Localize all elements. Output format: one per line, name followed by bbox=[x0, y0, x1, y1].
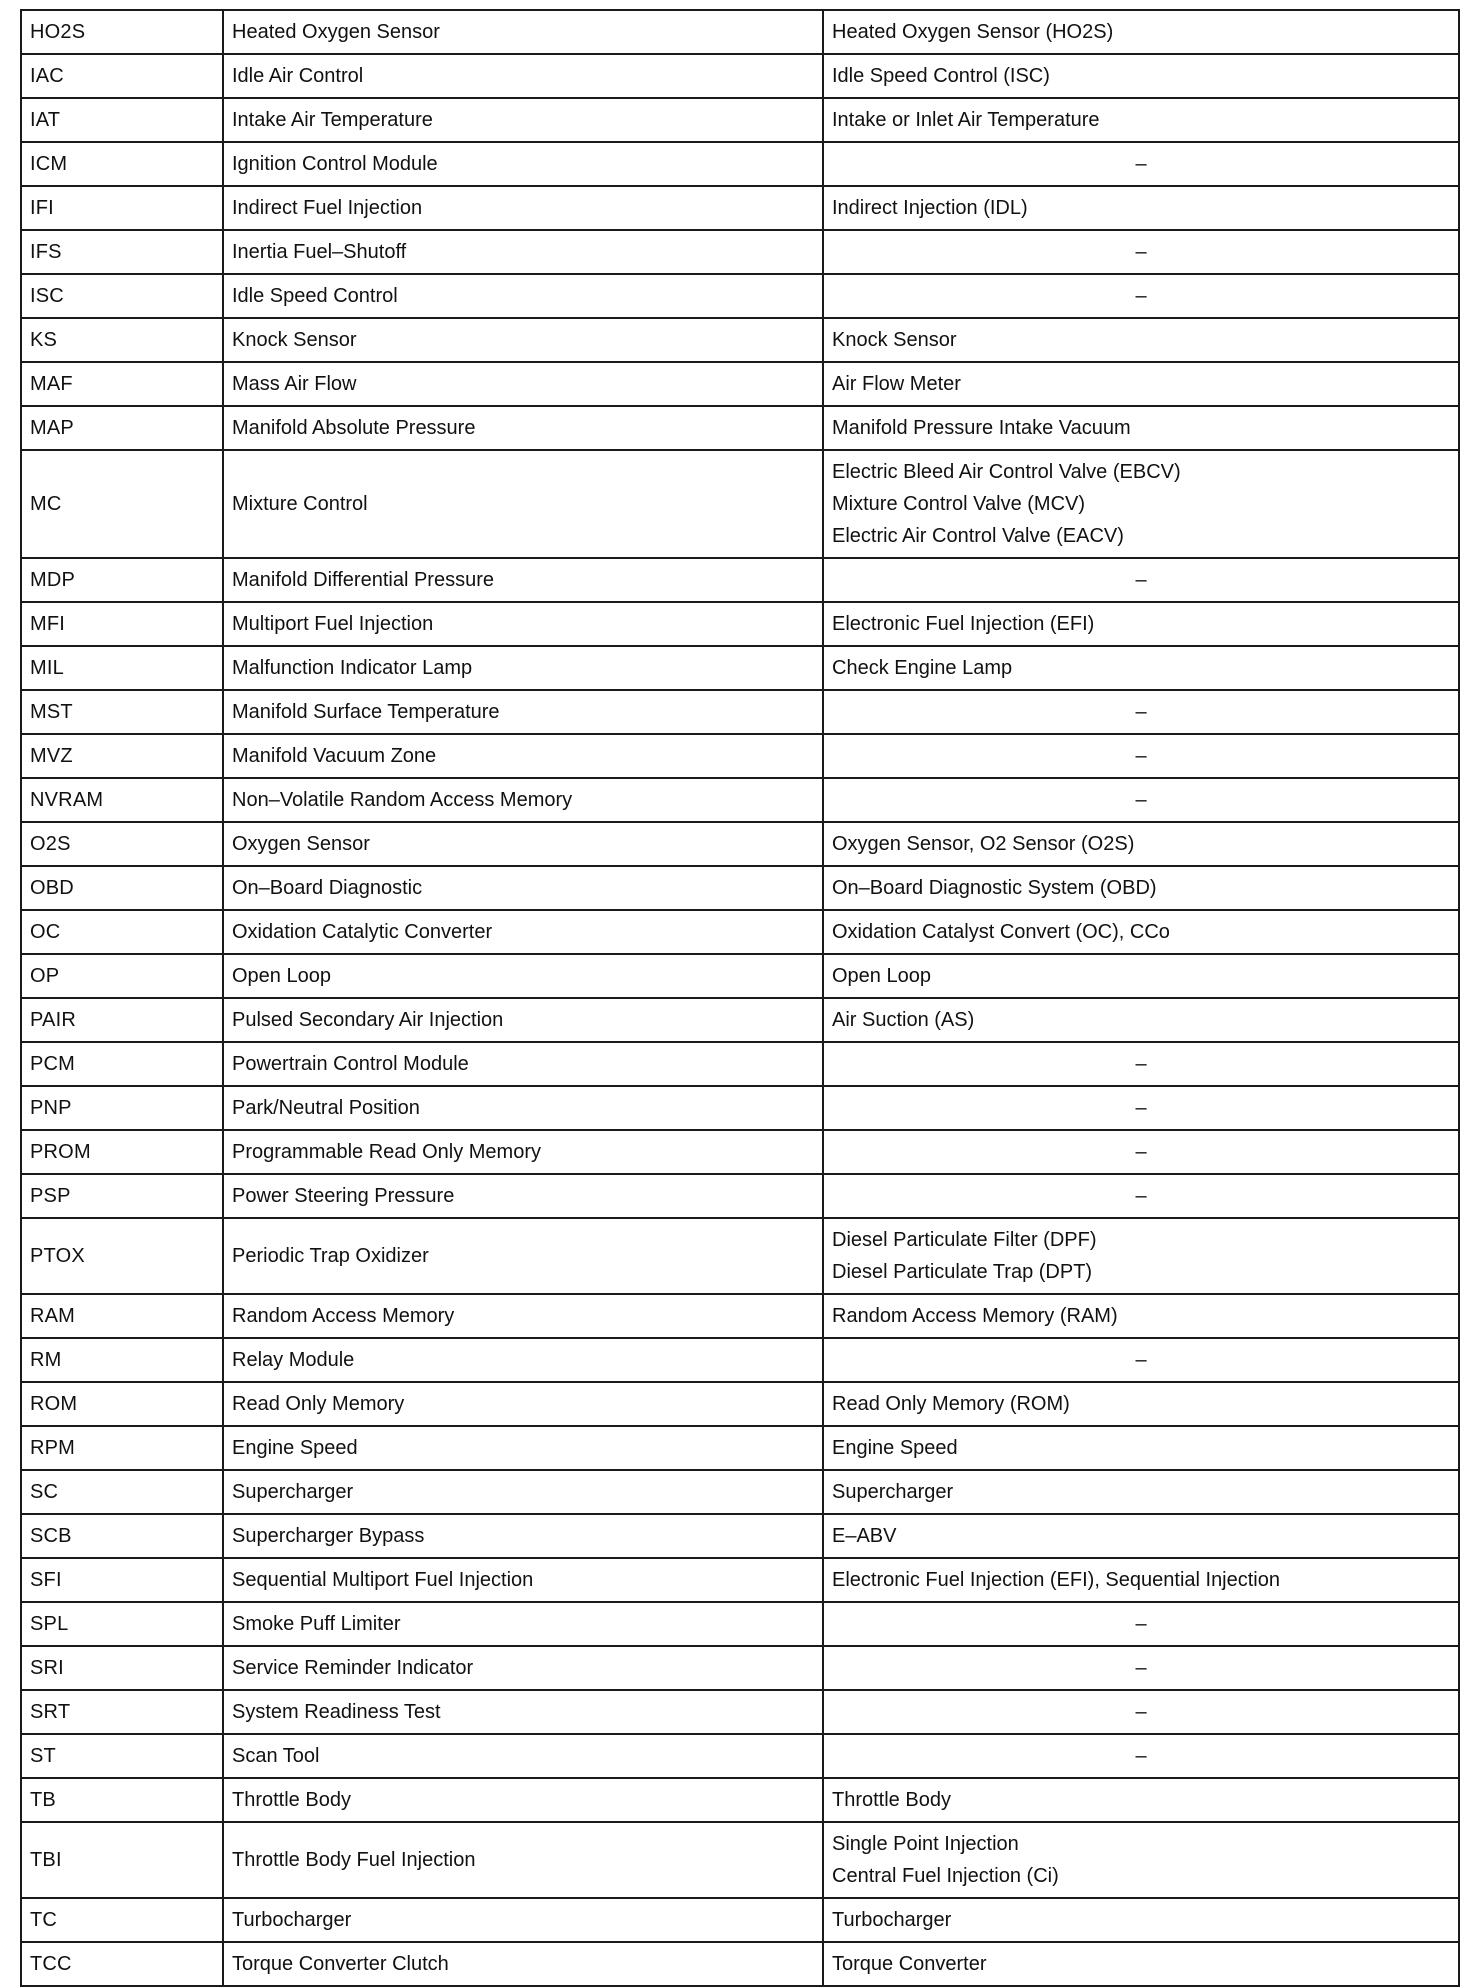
table-row bbox=[21, 998, 1459, 1042]
table-row bbox=[21, 230, 1459, 274]
equivalent-term-line: – bbox=[1135, 1657, 1147, 1679]
abbreviation-cell: IFS bbox=[21, 230, 223, 274]
table-row bbox=[21, 822, 1459, 866]
table-row bbox=[21, 1382, 1459, 1426]
term-cell: Manifold Absolute Pressure bbox=[223, 406, 823, 450]
equivalent-term-cell bbox=[823, 362, 1459, 406]
equivalent-term-cell bbox=[823, 98, 1459, 142]
equivalent-term-cell bbox=[823, 602, 1459, 646]
abbreviation-cell: OP bbox=[21, 954, 223, 998]
term-cell: Heated Oxygen Sensor bbox=[223, 10, 823, 54]
term-cell: Supercharger bbox=[223, 1470, 823, 1514]
abbreviation-cell: O2S bbox=[21, 822, 223, 866]
equivalent-term-line: Central Fuel Injection (Ci) bbox=[832, 1865, 1059, 1887]
table-row bbox=[21, 910, 1459, 954]
table-row bbox=[21, 646, 1459, 690]
equivalent-term-line: – bbox=[1135, 701, 1147, 723]
equivalent-term-line: On–Board Diagnostic System (OBD) bbox=[832, 877, 1157, 899]
equivalent-term-line: Check Engine Lamp bbox=[832, 657, 1013, 679]
equivalent-term-line: Electric Bleed Air Control Valve (EBCV) bbox=[832, 461, 1181, 483]
abbreviation-cell: KS bbox=[21, 318, 223, 362]
term-cell: Supercharger Bypass bbox=[223, 1514, 823, 1558]
equivalent-term-line: Oxygen Sensor, O2 Sensor (O2S) bbox=[832, 833, 1135, 855]
abbreviation-cell: SCB bbox=[21, 1514, 223, 1558]
term-cell: Mass Air Flow bbox=[223, 362, 823, 406]
abbreviation-cell: OBD bbox=[21, 866, 223, 910]
abbreviation-table-container bbox=[20, 9, 1458, 1987]
equivalent-term-line: – bbox=[1135, 1745, 1147, 1767]
abbreviation-cell: SC bbox=[21, 1470, 223, 1514]
abbreviation-cell: IAT bbox=[21, 98, 223, 142]
term-cell: Engine Speed bbox=[223, 1426, 823, 1470]
equivalent-term-cell bbox=[823, 186, 1459, 230]
term-cell: Random Access Memory bbox=[223, 1294, 823, 1338]
equivalent-term-cell bbox=[823, 1174, 1459, 1218]
abbreviation-cell: MC bbox=[21, 450, 223, 558]
term-cell: Idle Air Control bbox=[223, 54, 823, 98]
abbreviation-cell: MAP bbox=[21, 406, 223, 450]
equivalent-term-cell bbox=[823, 1338, 1459, 1382]
table-row bbox=[21, 1898, 1459, 1942]
equivalent-term-cell bbox=[823, 1942, 1459, 1986]
table-row bbox=[21, 1130, 1459, 1174]
table-row bbox=[21, 54, 1459, 98]
equivalent-term-cell bbox=[823, 450, 1459, 558]
term-cell: Manifold Surface Temperature bbox=[223, 690, 823, 734]
abbreviation-cell: ST bbox=[21, 1734, 223, 1778]
abbreviation-cell: OC bbox=[21, 910, 223, 954]
term-cell: Malfunction Indicator Lamp bbox=[223, 646, 823, 690]
term-cell: Read Only Memory bbox=[223, 1382, 823, 1426]
abbreviation-cell: MVZ bbox=[21, 734, 223, 778]
equivalent-term-line: – bbox=[1135, 285, 1147, 307]
equivalent-term-cell bbox=[823, 558, 1459, 602]
equivalent-term-line: Electronic Fuel Injection (EFI), Sequential Injection bbox=[832, 1569, 1280, 1591]
equivalent-term-cell bbox=[823, 1558, 1459, 1602]
table-row bbox=[21, 406, 1459, 450]
abbreviation-cell: PROM bbox=[21, 1130, 223, 1174]
table-row bbox=[21, 1734, 1459, 1778]
equivalent-term-cell bbox=[823, 54, 1459, 98]
term-cell: Throttle Body Fuel Injection bbox=[223, 1822, 823, 1898]
equivalent-term-cell bbox=[823, 1734, 1459, 1778]
table-row bbox=[21, 1646, 1459, 1690]
equivalent-term-cell bbox=[823, 690, 1459, 734]
equivalent-term-line: – bbox=[1135, 1185, 1147, 1207]
abbreviation-cell: HO2S bbox=[21, 10, 223, 54]
term-cell: On–Board Diagnostic bbox=[223, 866, 823, 910]
abbreviation-cell: PTOX bbox=[21, 1218, 223, 1294]
equivalent-term-cell bbox=[823, 406, 1459, 450]
term-cell: Open Loop bbox=[223, 954, 823, 998]
equivalent-term-cell bbox=[823, 10, 1459, 54]
abbreviation-cell: MFI bbox=[21, 602, 223, 646]
equivalent-term-line: – bbox=[1135, 1053, 1147, 1075]
abbreviation-cell: RPM bbox=[21, 1426, 223, 1470]
equivalent-term-cell bbox=[823, 646, 1459, 690]
table-row bbox=[21, 1822, 1459, 1898]
table-row bbox=[21, 558, 1459, 602]
abbreviation-cell: NVRAM bbox=[21, 778, 223, 822]
abbreviation-cell: SRI bbox=[21, 1646, 223, 1690]
table-row bbox=[21, 1042, 1459, 1086]
term-cell: Oxygen Sensor bbox=[223, 822, 823, 866]
abbreviation-cell: SFI bbox=[21, 1558, 223, 1602]
equivalent-term-cell bbox=[823, 1514, 1459, 1558]
abbreviation-cell: RAM bbox=[21, 1294, 223, 1338]
equivalent-term-cell bbox=[823, 1086, 1459, 1130]
equivalent-term-cell bbox=[823, 1426, 1459, 1470]
equivalent-term-line: – bbox=[1135, 745, 1147, 767]
table-row bbox=[21, 10, 1459, 54]
equivalent-term-line: – bbox=[1135, 1097, 1147, 1119]
table-row bbox=[21, 1690, 1459, 1734]
equivalent-term-cell bbox=[823, 1470, 1459, 1514]
equivalent-term-line: Oxidation Catalyst Convert (OC), CCo bbox=[832, 921, 1170, 943]
table-row bbox=[21, 1174, 1459, 1218]
abbreviation-cell: RM bbox=[21, 1338, 223, 1382]
equivalent-term-line: – bbox=[1135, 1349, 1147, 1371]
equivalent-term-line: Idle Speed Control (ISC) bbox=[832, 65, 1050, 87]
equivalent-term-cell bbox=[823, 1218, 1459, 1294]
equivalent-term-line: Diesel Particulate Filter (DPF) bbox=[832, 1229, 1097, 1251]
table-row bbox=[21, 1558, 1459, 1602]
table-body bbox=[21, 10, 1459, 1986]
abbreviation-cell: TB bbox=[21, 1778, 223, 1822]
abbreviation-cell: TBI bbox=[21, 1822, 223, 1898]
table-row bbox=[21, 318, 1459, 362]
abbreviation-cell: PAIR bbox=[21, 998, 223, 1042]
abbreviation-cell: ICM bbox=[21, 142, 223, 186]
abbreviation-cell: MDP bbox=[21, 558, 223, 602]
term-cell: Periodic Trap Oxidizer bbox=[223, 1218, 823, 1294]
term-cell: Service Reminder Indicator bbox=[223, 1646, 823, 1690]
equivalent-term-line: – bbox=[1135, 241, 1147, 263]
table-row bbox=[21, 274, 1459, 318]
table-row bbox=[21, 602, 1459, 646]
abbreviation-cell: IFI bbox=[21, 186, 223, 230]
term-cell: Inertia Fuel–Shutoff bbox=[223, 230, 823, 274]
equivalent-term-line: – bbox=[1135, 1701, 1147, 1723]
abbreviation-cell: SPL bbox=[21, 1602, 223, 1646]
table-row bbox=[21, 1602, 1459, 1646]
table-row bbox=[21, 690, 1459, 734]
abbreviation-cell: ROM bbox=[21, 1382, 223, 1426]
equivalent-term-cell bbox=[823, 1130, 1459, 1174]
equivalent-term-line: Single Point Injection bbox=[832, 1833, 1019, 1855]
term-cell: Power Steering Pressure bbox=[223, 1174, 823, 1218]
abbreviation-cell: PSP bbox=[21, 1174, 223, 1218]
equivalent-term-cell bbox=[823, 1778, 1459, 1822]
table-row bbox=[21, 954, 1459, 998]
equivalent-term-cell bbox=[823, 274, 1459, 318]
table-row bbox=[21, 142, 1459, 186]
table-row bbox=[21, 866, 1459, 910]
abbreviation-table bbox=[20, 9, 1460, 1987]
equivalent-term-cell bbox=[823, 1294, 1459, 1338]
abbreviation-cell: MIL bbox=[21, 646, 223, 690]
equivalent-term-cell bbox=[823, 1382, 1459, 1426]
equivalent-term-line: Mixture Control Valve (MCV) bbox=[832, 493, 1086, 515]
equivalent-term-line: Indirect Injection (IDL) bbox=[832, 197, 1028, 219]
table-row bbox=[21, 98, 1459, 142]
abbreviation-cell: PCM bbox=[21, 1042, 223, 1086]
abbreviation-cell: MAF bbox=[21, 362, 223, 406]
equivalent-term-cell bbox=[823, 1602, 1459, 1646]
abbreviation-cell: IAC bbox=[21, 54, 223, 98]
equivalent-term-line: Torque Converter bbox=[832, 1953, 987, 1975]
equivalent-term-cell bbox=[823, 1898, 1459, 1942]
equivalent-term-cell bbox=[823, 954, 1459, 998]
term-cell: Oxidation Catalytic Converter bbox=[223, 910, 823, 954]
equivalent-term-cell bbox=[823, 318, 1459, 362]
equivalent-term-line: Intake or Inlet Air Temperature bbox=[832, 109, 1100, 131]
equivalent-term-line: Random Access Memory (RAM) bbox=[832, 1305, 1118, 1327]
equivalent-term-cell bbox=[823, 734, 1459, 778]
table-row bbox=[21, 1338, 1459, 1382]
abbreviation-cell: SRT bbox=[21, 1690, 223, 1734]
table-row bbox=[21, 450, 1459, 558]
term-cell: Torque Converter Clutch bbox=[223, 1942, 823, 1986]
table-row bbox=[21, 1086, 1459, 1130]
term-cell: Sequential Multiport Fuel Injection bbox=[223, 1558, 823, 1602]
equivalent-term-cell bbox=[823, 1646, 1459, 1690]
table-row bbox=[21, 1778, 1459, 1822]
equivalent-term-cell bbox=[823, 230, 1459, 274]
equivalent-term-cell bbox=[823, 910, 1459, 954]
term-cell: Park/Neutral Position bbox=[223, 1086, 823, 1130]
term-cell: Manifold Vacuum Zone bbox=[223, 734, 823, 778]
equivalent-term-cell bbox=[823, 998, 1459, 1042]
table-row bbox=[21, 1470, 1459, 1514]
equivalent-term-line: Turbocharger bbox=[832, 1909, 952, 1931]
term-cell: Mixture Control bbox=[223, 450, 823, 558]
equivalent-term-cell bbox=[823, 1690, 1459, 1734]
equivalent-term-line: Air Flow Meter bbox=[832, 373, 961, 395]
table-row bbox=[21, 1218, 1459, 1294]
term-cell: Ignition Control Module bbox=[223, 142, 823, 186]
table-row bbox=[21, 1294, 1459, 1338]
equivalent-term-line: Throttle Body bbox=[832, 1789, 951, 1811]
term-cell: Powertrain Control Module bbox=[223, 1042, 823, 1086]
term-cell: Scan Tool bbox=[223, 1734, 823, 1778]
equivalent-term-line: – bbox=[1135, 1141, 1147, 1163]
equivalent-term-line: Heated Oxygen Sensor (HO2S) bbox=[832, 21, 1114, 43]
table-row bbox=[21, 1426, 1459, 1470]
term-cell: Intake Air Temperature bbox=[223, 98, 823, 142]
term-cell: Manifold Differential Pressure bbox=[223, 558, 823, 602]
table-row bbox=[21, 186, 1459, 230]
term-cell: Pulsed Secondary Air Injection bbox=[223, 998, 823, 1042]
term-cell: Idle Speed Control bbox=[223, 274, 823, 318]
equivalent-term-cell bbox=[823, 1042, 1459, 1086]
abbreviation-cell: TC bbox=[21, 1898, 223, 1942]
equivalent-term-line: Open Loop bbox=[832, 965, 931, 987]
equivalent-term-cell bbox=[823, 1822, 1459, 1898]
equivalent-term-cell bbox=[823, 866, 1459, 910]
table-row bbox=[21, 362, 1459, 406]
term-cell: Knock Sensor bbox=[223, 318, 823, 362]
term-cell: Throttle Body bbox=[223, 1778, 823, 1822]
equivalent-term-line: Knock Sensor bbox=[832, 329, 957, 351]
equivalent-term-line: – bbox=[1135, 789, 1147, 811]
table-row bbox=[21, 1942, 1459, 1986]
equivalent-term-line: Electronic Fuel Injection (EFI) bbox=[832, 613, 1095, 635]
abbreviation-cell: MST bbox=[21, 690, 223, 734]
equivalent-term-line: Read Only Memory (ROM) bbox=[832, 1393, 1070, 1415]
equivalent-term-line: Electric Air Control Valve (EACV) bbox=[832, 525, 1124, 547]
term-cell: Multiport Fuel Injection bbox=[223, 602, 823, 646]
term-cell: Smoke Puff Limiter bbox=[223, 1602, 823, 1646]
term-cell: Programmable Read Only Memory bbox=[223, 1130, 823, 1174]
equivalent-term-cell bbox=[823, 778, 1459, 822]
equivalent-term-line: Engine Speed bbox=[832, 1437, 958, 1459]
term-cell: Non–Volatile Random Access Memory bbox=[223, 778, 823, 822]
equivalent-term-line: Diesel Particulate Trap (DPT) bbox=[832, 1261, 1093, 1283]
equivalent-term-line: Manifold Pressure Intake Vacuum bbox=[832, 417, 1131, 439]
table-row bbox=[21, 734, 1459, 778]
term-cell: Turbocharger bbox=[223, 1898, 823, 1942]
equivalent-term-line: Air Suction (AS) bbox=[832, 1009, 975, 1031]
equivalent-term-line: E–ABV bbox=[832, 1525, 897, 1547]
abbreviation-cell: TCC bbox=[21, 1942, 223, 1986]
equivalent-term-line: – bbox=[1135, 1613, 1147, 1635]
table-row bbox=[21, 1514, 1459, 1558]
table-row bbox=[21, 778, 1459, 822]
abbreviation-cell: PNP bbox=[21, 1086, 223, 1130]
abbreviation-cell: ISC bbox=[21, 274, 223, 318]
term-cell: Relay Module bbox=[223, 1338, 823, 1382]
term-cell: Indirect Fuel Injection bbox=[223, 186, 823, 230]
term-cell: System Readiness Test bbox=[223, 1690, 823, 1734]
equivalent-term-cell bbox=[823, 822, 1459, 866]
equivalent-term-line: – bbox=[1135, 153, 1147, 175]
equivalent-term-line: – bbox=[1135, 569, 1147, 591]
equivalent-term-cell bbox=[823, 142, 1459, 186]
equivalent-term-line: Supercharger bbox=[832, 1481, 954, 1503]
